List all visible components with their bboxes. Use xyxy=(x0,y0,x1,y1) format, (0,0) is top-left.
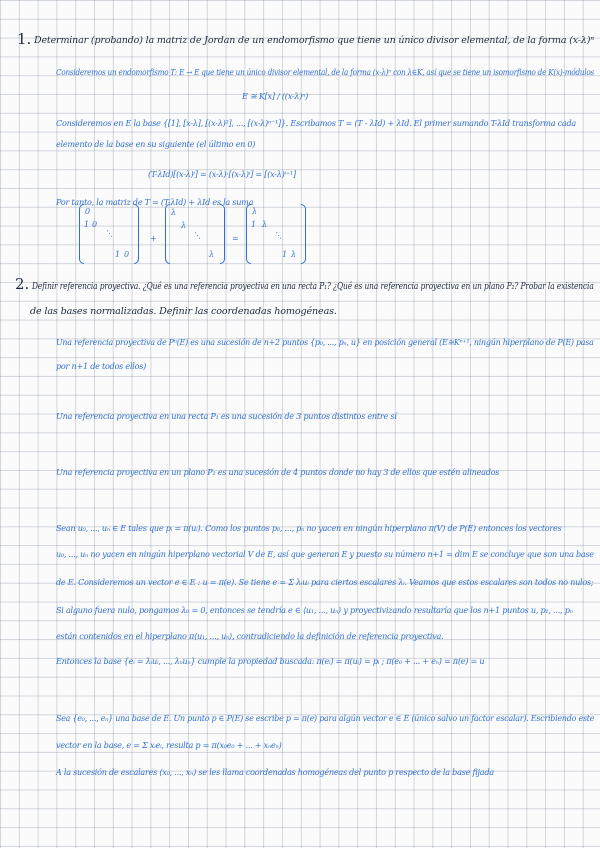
question-1-statement: Determinar (probando) la matriz de Jordan de un endomorfismo que tiene un único divisor elemental, de la forma (x-λ)ⁿ xyxy=(34,35,594,46)
matrix-jordan-right-bracket xyxy=(301,204,306,264)
q2-answer-line-6: u₀, ..., uₙ no yacen en ningún hiperplano vectorial V de E, así que generan E y puesto su número n+1 = dim E se concluye que son una base xyxy=(56,549,594,559)
q2-answer-line-2: por n+1 de todos ellos) xyxy=(56,361,147,371)
matrix-plus-sign: + xyxy=(150,233,157,243)
matrix-equals-sign: = xyxy=(232,233,239,243)
q2-answer-line-4: Una referencia proyectiva en un plano P₂ es una sucesión de 4 puntos donde no hay 3 de ellos que estén alineados xyxy=(56,467,500,477)
matrix-cell: 1 xyxy=(115,250,121,259)
q2-answer-line-12: vector en la base, e = Σ xᵢeᵢ, resulta p = π(x₀e₀ + ... + xₙeₙ) xyxy=(56,740,282,750)
q1-answer-line-4: Por tanto, la matriz de T = (T-λId) + λId es la suma xyxy=(56,197,254,207)
matrix-cell: 1 xyxy=(251,220,257,229)
q2-answer-line-13: A la sucesión de escalares (x₀, ..., xₙ) se les llama coordenadas homogéneas del punto p respecto de la base fijada xyxy=(56,767,494,777)
question-2-number: 2. xyxy=(15,275,30,293)
q2-answer-line-9: están contenidos en el hiperplano π⟨u₁, ..., uₙ⟩, contradiciendo la definición de referencia proyectiva. xyxy=(56,631,444,641)
matrix-dots: ⋱ xyxy=(274,231,282,240)
q1-quotient-formula: E ≅ K[x] / ((x-λ)ⁿ) xyxy=(242,91,309,101)
matrix-cell: λ xyxy=(171,208,177,217)
q2-answer-line-1: Una referencia proyectiva de Pⁿ(E) es una sucesión de n+2 puntos {p₀, ..., pₙ, u} en posición general (E≅Kⁿ⁺¹, ningún hiperplano de P(E) pasa xyxy=(56,337,594,347)
question-2-statement-line-1: Definir referencia proyectiva. ¿Qué es una referencia proyectiva en una recta P₁? ¿Qué es una referencia proyectiva en un plano P₂? Probar la existencia xyxy=(32,281,594,292)
matrix-cell: 0 xyxy=(85,207,91,216)
matrix-cell: 1 xyxy=(282,250,288,259)
matrix-dots: ⋱ xyxy=(193,231,201,240)
q2-answer-line-10: Entonces la base {eᵢ = λᵢuᵢ, ..., λₙuₙ} cumple la propiedad buscada: π(eᵢ) = π(uᵢ) = pᵢ ; π(e₀ + ... + eₙ) = π(e) = u xyxy=(56,656,485,666)
matrix-scalar-left-bracket xyxy=(165,204,170,264)
q2-answer-line-8: Si alguno fuera nulo, pongamos λ₀ = 0, entonces se tendría e ∈ ⟨u₁, ..., uₙ⟩ y proyectivizando resultaría que los n+1 puntos u, p₁, ..., pₙ xyxy=(56,605,573,615)
matrix-jordan-left-bracket xyxy=(246,204,251,264)
q2-answer-line-3: Una referencia proyectiva en una recta P₁ es una sucesión de 3 puntos distintos entre sí xyxy=(56,411,397,421)
matrix-nilpotent xyxy=(79,204,139,264)
matrix-cell: 1 xyxy=(84,220,90,229)
q2-answer-line-11: Sea {e₀, ..., eₙ} una base de E. Un punto p ∈ P(E) se escribe p = π(e) para algún vector e ∈ E (único salvo un factor escalar). Escribiendo este xyxy=(56,713,595,723)
q2-answer-line-5: Sean u₀, ..., uₙ ∈ E tales que pᵢ = π(uᵢ). Como los puntos p₀, ..., pₙ no yacen en ningún hiperplano π(V) de P(E) entonces los vectores xyxy=(56,523,562,533)
matrix-jordan-block xyxy=(246,204,306,264)
matrix-nilpotent-left-bracket xyxy=(79,204,84,264)
matrix-cell: λ xyxy=(291,250,297,259)
matrix-nilpotent-right-bracket xyxy=(134,204,139,264)
matrix-cell: λ xyxy=(252,207,258,216)
question-2-statement-line-2: de las bases normalizadas. Definir las coordenadas homogéneas. xyxy=(30,306,337,317)
q1-answer-line-1: Consideremos un endomorfismo T: E → E que tiene un único divisor elemental, de la forma (x-λ)ⁿ con λ∈K, así que se tiene un isomorfismo de K(x)-módulos xyxy=(56,67,595,77)
matrix-dots: ⋱ xyxy=(105,229,113,238)
q1-answer-line-3: elemento de la base en su siguiente (el último en 0) xyxy=(56,139,256,149)
question-1-number: 1. xyxy=(17,30,32,48)
matrix-cell: λ xyxy=(209,250,215,259)
matrix-cell: 0 xyxy=(124,250,130,259)
matrix-scalar-right-bracket xyxy=(220,204,225,264)
matrix-cell: λ xyxy=(262,220,268,229)
q2-answer-line-7: de E. Consideremos un vector e ∈ E : u = π(e). Se tiene e = Σ λᵢuᵢ para ciertos escalares λᵢ. Veamos que estos escalares son todos no nulos; xyxy=(56,577,594,587)
matrix-cell: λ xyxy=(181,221,187,230)
matrix-cell: 0 xyxy=(92,220,98,229)
matrix-scalar xyxy=(165,204,225,264)
q1-answer-line-2: Consideremos en E la base {[1], [x-λ], [(x-λ)²], ..., [(x-λ)ⁿ⁻¹]}. Escribamos T = (T - λId) + λId. El primer sumando T-λId transforma cada xyxy=(56,118,576,128)
q1-shift-formula: (T-λId)[(x-λ)ⁱ] = (x-λ)·[(x-λ)ⁱ] = [(x-λ)ⁱ⁺¹] xyxy=(148,169,296,179)
